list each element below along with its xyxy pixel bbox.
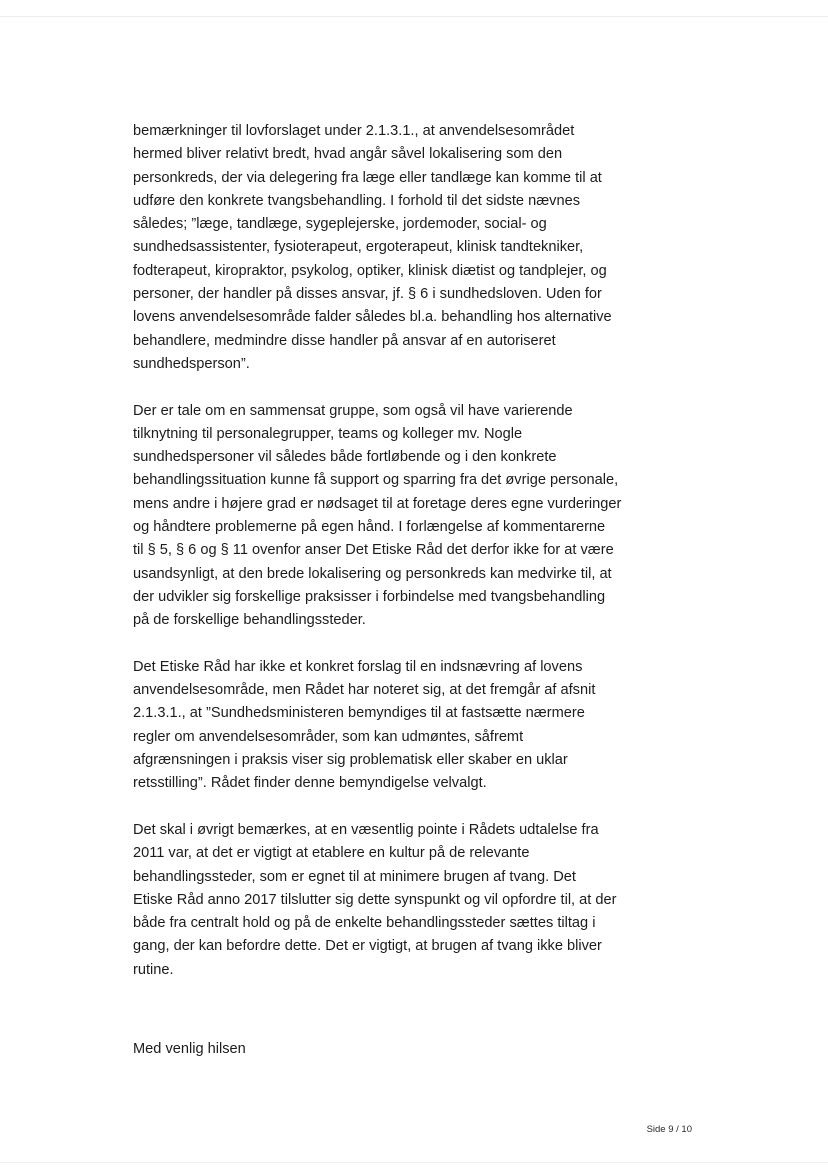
text-line: personer, der handler på disses ansvar, jf. § 6 i sundhedsloven. Uden for <box>133 286 602 303</box>
text-line: rutine. <box>133 961 174 978</box>
text-line: usandsynligt, at den brede lokalisering og personkreds kan medvirke til, at <box>133 565 612 582</box>
text-line: til § 5, § 6 og § 11 ovenfor anser Det Etiske Råd det derfor ikke for at være <box>133 542 614 559</box>
text-line: 2.1.3.1., at ”Sundhedsministeren bemyndiges til at fastsætte nærmere <box>133 705 585 722</box>
paragraph-1 <box>133 120 653 376</box>
text-line: behandlere, medmindre disse handler på ansvar af en autoriseret <box>133 332 556 349</box>
text-line: sundhedspersoner vil således både fortløbende og i den konkrete <box>133 449 557 466</box>
text-line: personkreds, der via delegering fra læge eller tandlæge kan komme til at <box>133 169 602 186</box>
text-line: bemærkninger til lovforslaget under 2.1.3.1., at anvendelsesområdet <box>133 123 575 139</box>
text-line: retsstilling”. Rådet finder denne bemyndigelse velvalgt. <box>133 775 487 792</box>
text-line: sundhedsperson”. <box>133 355 250 372</box>
text-line: således; ”læge, tandlæge, sygeplejerske, jordemoder, social- og <box>133 216 547 233</box>
text-line: på de forskellige behandlingssteder. <box>133 612 366 629</box>
text-line: hermed bliver relativt bredt, hvad angår såvel lokalisering som den <box>133 146 563 163</box>
text-line: tilknytning til personalegrupper, teams og kolleger mv. Nogle <box>133 425 523 442</box>
text-line: der udvikler sig forskellige praksisser i forbindelse med tvangsbehandling <box>133 588 606 605</box>
paragraph-3 <box>133 656 653 796</box>
body-text <box>133 120 653 1005</box>
text-line: Det Etiske Råd har ikke et konkret forslag til en indsnævring af lovens <box>133 658 583 675</box>
text-line: lovens anvendelsesområde falder således bl.a. behandling hos alternative <box>133 309 612 326</box>
text-line: behandlingssteder, som er egnet til at minimere brugen af tvang. Det <box>133 868 576 885</box>
text-line: og håndtere problemerne på egen hånd. I forlængelse af kommentarerne <box>133 519 606 536</box>
text-line: fodterapeut, kiropraktor, psykolog, optiker, klinisk diætist og tandplejer, og <box>133 262 607 279</box>
text-line: behandlingssituation kunne få support og sparring fra det øvrige personale, <box>133 472 619 489</box>
text-line: mens andre i højere grad er nødsaget til at foretage deres egne vurderinger <box>133 495 622 512</box>
text-line: Etiske Råd anno 2017 tilslutter sig dette synspunkt og vil opfordre til, at der <box>133 891 617 908</box>
text-line: Det skal i øvrigt bemærkes, at en væsentlig pointe i Rådets udtalelse fra <box>133 821 599 838</box>
text-line: udføre den konkrete tvangsbehandling. I forhold til det sidste nævnes <box>133 192 581 209</box>
closing-salutation: Med venlig hilsen <box>133 1041 246 1057</box>
text-line: sundhedsassistenter, fysioterapeut, ergoterapeut, klinisk tandtekniker, <box>133 239 584 256</box>
bottom-divider <box>0 1162 828 1163</box>
text-line: både fra centralt hold og på de enkelte behandlingssteder sættes tiltag i <box>133 915 596 932</box>
text-line: 2011 var, at det er vigtigt at etablere en kultur på de relevante <box>133 845 530 862</box>
top-divider <box>0 16 828 17</box>
text-line: afgrænsningen i praksis viser sig problematisk eller skaber en uklar <box>133 752 568 769</box>
paragraph-4 <box>133 819 653 982</box>
text-line: Der er tale om en sammensat gruppe, som også vil have varierende <box>133 402 573 419</box>
text-line: regler om anvendelsesområder, som kan udmøntes, såfremt <box>133 728 524 745</box>
text-line: gang, der kan befordre dette. Det er vigtigt, at brugen af tvang ikke bliver <box>133 938 602 955</box>
page-number: Side 9 / 10 <box>646 1124 692 1135</box>
text-line: anvendelsesområde, men Rådet har noteret sig, at det fremgår af afsnit <box>133 682 596 699</box>
paragraph-2 <box>133 400 653 633</box>
